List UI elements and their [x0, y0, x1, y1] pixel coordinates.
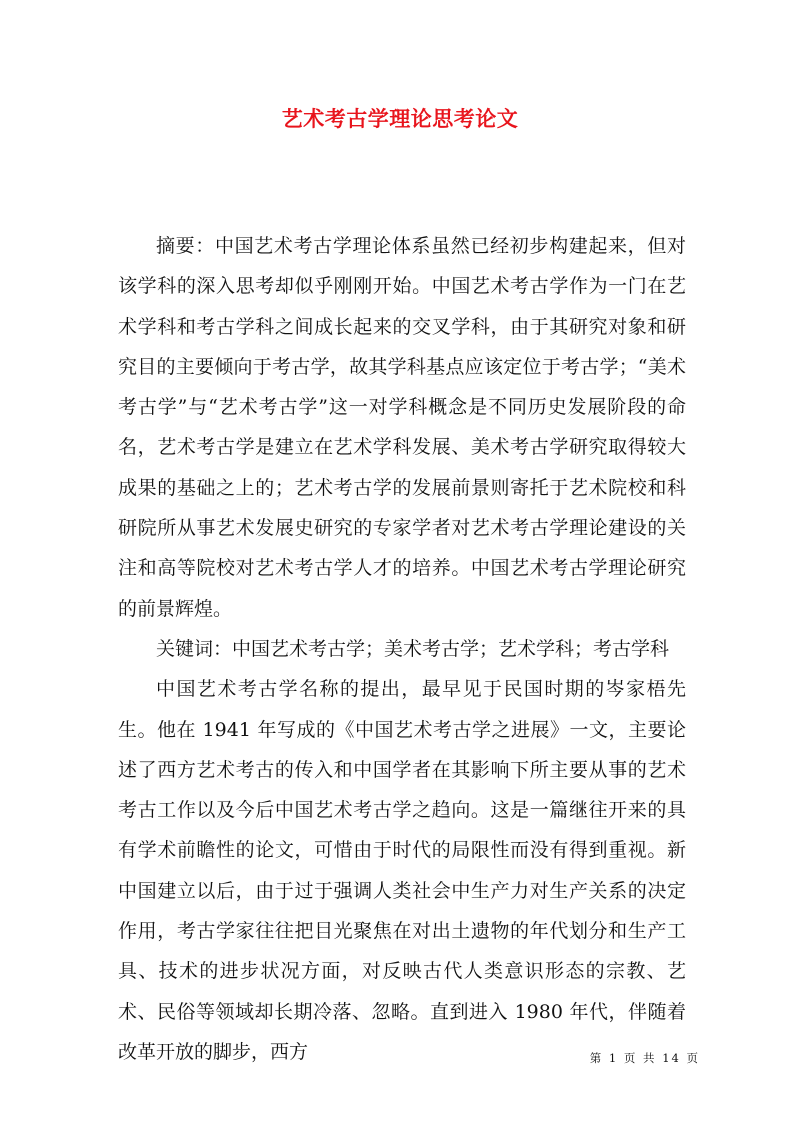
document-body — [118, 226, 686, 1072]
abstract-paragraph: 摘要：中国艺术考古学理论体系虽然已经初步构建起来，但对该学科的深入思考却似乎刚刚开始。中国艺术考古学作为一门在艺术学科和考古学科之间成长起来的交叉学科，由于其研究对象和研究目的主要倾向于考古学，故其学科基点应该定位于考古学；“美术考古学”与“艺术考古学”这一对学科概念是不同历史发展阶段的命名，艺术考古学是建立在艺术学科发展、美术考古学研究取得较大成果的基础之上的；艺术考古学的发展前景则寄托于艺术院校和科研院所从事艺术发展史研究的专家学者对艺术考古学理论建设的关注和高等院校对艺术考古学人才的培养。中国艺术考古学理论研究的前景辉煌。 — [118, 235, 686, 620]
document-title: 艺术考古学理论思考论文 — [281, 106, 519, 131]
page-number: 第 1 页 共 14 页 — [589, 1051, 700, 1065]
body-paragraph: 中国艺术考古学名称的提出，最早见于民国时期的岑家梧先生。他在 1941 年写成的《中国艺术考古学之进展》一文，主要论述了西方艺术考古的传入和中国学者在其影响下所主要从事的艺术考古工作以及今后中国艺术考古学之趋向。这是一篇继往开来的具有学术前瞻性的论文，可惜由于时代的局限性而没有得到重视。新中国建立以后，由于过于强调人类社会中生产力对生产关系的决定作用，考古学家往往把目光聚焦在对出土遗物的年代划分和生产工具、技术的进步状况方面，对反映古代人类意识形态的宗教、艺术、民俗等领域却长期冷落、忽略。直到进入 1980 年代，伴随着改革开放的脚步，西方 — [118, 678, 686, 1063]
keywords-paragraph: 关键词：中国艺术考古学；美术考古学；艺术学科；考古学科 — [156, 637, 670, 660]
